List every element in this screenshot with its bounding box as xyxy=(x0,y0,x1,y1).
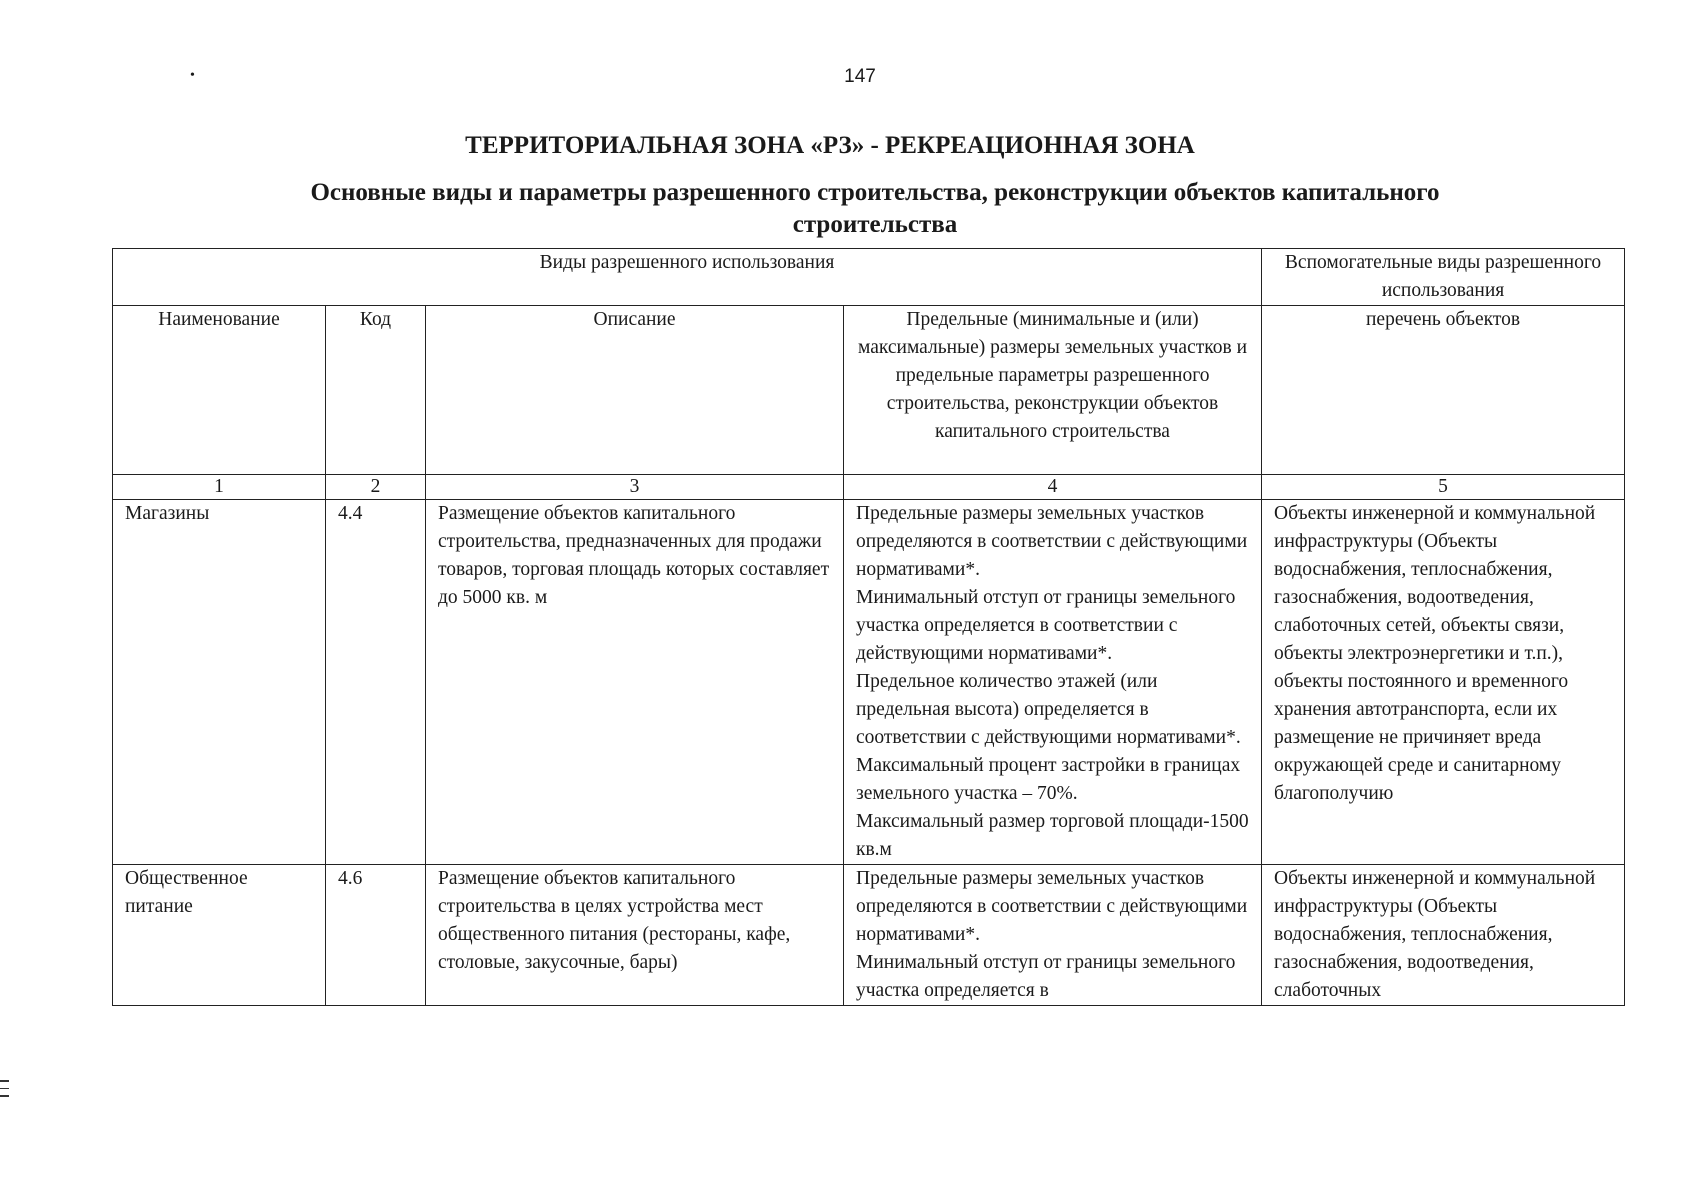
row-code: 4.4 xyxy=(326,500,426,865)
land-use-table xyxy=(112,248,1625,1006)
row-limits: Предельные размеры земельных участков определяются в соответствии с действующими нормативами*. Минимальный отступ от границы земельного участка определяется в xyxy=(844,865,1262,1006)
col-number: 1 xyxy=(113,475,326,500)
group-header-aux: Вспомогательные виды разрешенного использования xyxy=(1262,249,1625,306)
stray-dot: • xyxy=(190,68,195,83)
row-limits: Предельные размеры земельных участков определяются в соответствии с действующими нормативами*. Минимальный отступ от границы земельного участка определяется в соответствии с действующими нормативами*. Предельное количество этажей (или предельная высота) определяется в соответствии с действующими нормативами*. Максимальный процент застройки в границах земельного участка – 70%. Максимальный размер торговой площади-1500 кв.м xyxy=(844,500,1262,865)
row-aux-objects: Объекты инженерной и коммунальной инфраструктуры (Объекты водоснабжения, теплоснабжения, газоснабжения, водоотведения, слаботочных xyxy=(1262,865,1625,1006)
scan-mark xyxy=(0,1095,9,1097)
row-name: Магазины xyxy=(113,500,326,865)
col-number: 3 xyxy=(426,475,844,500)
page-number: 147 xyxy=(844,66,876,87)
scan-edge-marks xyxy=(0,1080,10,1103)
zone-title: ТЕРРИТОРИАЛЬНАЯ ЗОНА «РЗ» - РЕКРЕАЦИОННАЯ ЗОНА xyxy=(465,132,1195,159)
column-number-row xyxy=(113,475,1625,500)
col-header-aux: перечень объектов xyxy=(1262,306,1625,475)
table-row xyxy=(113,865,1625,1006)
scan-mark xyxy=(0,1088,9,1090)
col-number: 2 xyxy=(326,475,426,500)
col-header-code: Код xyxy=(326,306,426,475)
scan-mark xyxy=(0,1080,9,1082)
col-number: 5 xyxy=(1262,475,1625,500)
col-number: 4 xyxy=(844,475,1262,500)
group-header-main: Виды разрешенного использования xyxy=(113,249,1262,306)
row-description: Размещение объектов капитального строительства, предназначенных для продажи товаров, торговая площадь которых составляет до 5000 кв. м xyxy=(426,500,844,865)
col-header-description: Описание xyxy=(426,306,844,475)
row-aux-objects: Объекты инженерной и коммунальной инфраструктуры (Объекты водоснабжения, теплоснабжения, газоснабжения, водоотведения, слаботочных сетей, объекты связи, объекты электроэнергетики и т.п.), объекты постоянного и временного хранения автотранспорта, если их размещение не причиняет вреда окружающей среде и санитарному благополучию xyxy=(1262,500,1625,865)
col-header-limits: Предельные (минимальные и (или) максимальные) размеры земельных участков и предельные параметры разрешенного строительства, реконструкции объектов капитального строительства xyxy=(844,306,1262,475)
column-header-row xyxy=(113,306,1625,475)
row-code: 4.6 xyxy=(326,865,426,1006)
col-header-name: Наименование xyxy=(113,306,326,475)
row-description: Размещение объектов капитального строительства в целях устройства мест общественного питания (рестораны, кафе, столовые, закусочные, бары) xyxy=(426,865,844,1006)
section-subtitle: Основные виды и параметры разрешенного строительства, реконструкции объектов капитального строительства xyxy=(310,179,1440,238)
table-row xyxy=(113,500,1625,865)
group-header-row xyxy=(113,249,1625,306)
row-name: Общественное питание xyxy=(113,865,326,1006)
